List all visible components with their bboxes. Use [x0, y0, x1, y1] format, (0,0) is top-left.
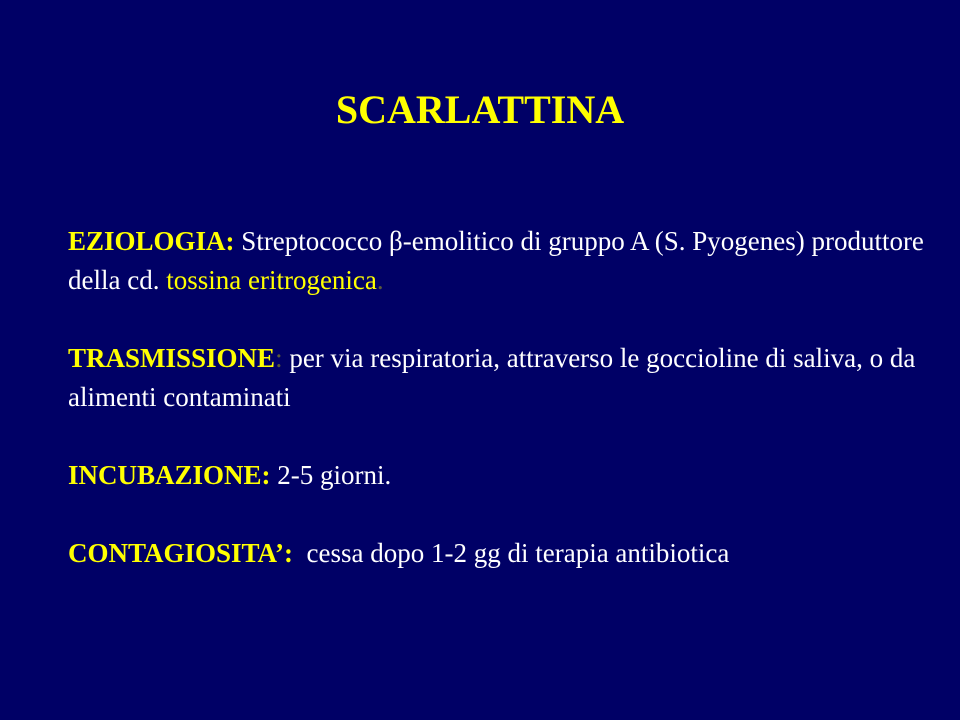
trasmissione-text: per via respiratoria, attraverso le goccioline di saliva, o da alimenti contaminati: [68, 343, 916, 412]
contagiosita-text: cessa dopo 1-2 gg di terapia antibiotica: [293, 538, 730, 568]
eziologia-highlight: tossina eritrogenica: [166, 265, 377, 295]
eziologia-end: .: [376, 265, 384, 295]
slide-title: SCARLATTINA: [335, 87, 625, 132]
incubazione-label: INCUBAZIONE:: [68, 460, 271, 490]
eziologia-paragraph: [68, 222, 928, 300]
eziologia-label: EZIOLOGIA:: [68, 226, 235, 256]
eziologia-text: Streptococco β-emolitico di gruppo A (S. Pyogenes) produttore della cd.: [68, 226, 924, 295]
contagiosita-label: CONTAGIOSITA’:: [68, 538, 294, 568]
incubazione-paragraph: [68, 456, 928, 495]
trasmissione-separator: :: [275, 343, 283, 373]
slide-body: [68, 222, 928, 573]
incubazione-text: 2-5 giorni.: [270, 460, 392, 490]
contagiosita-paragraph: [68, 534, 928, 573]
trasmissione-paragraph: [68, 339, 928, 417]
trasmissione-label: TRASMISSIONE: [68, 343, 276, 373]
